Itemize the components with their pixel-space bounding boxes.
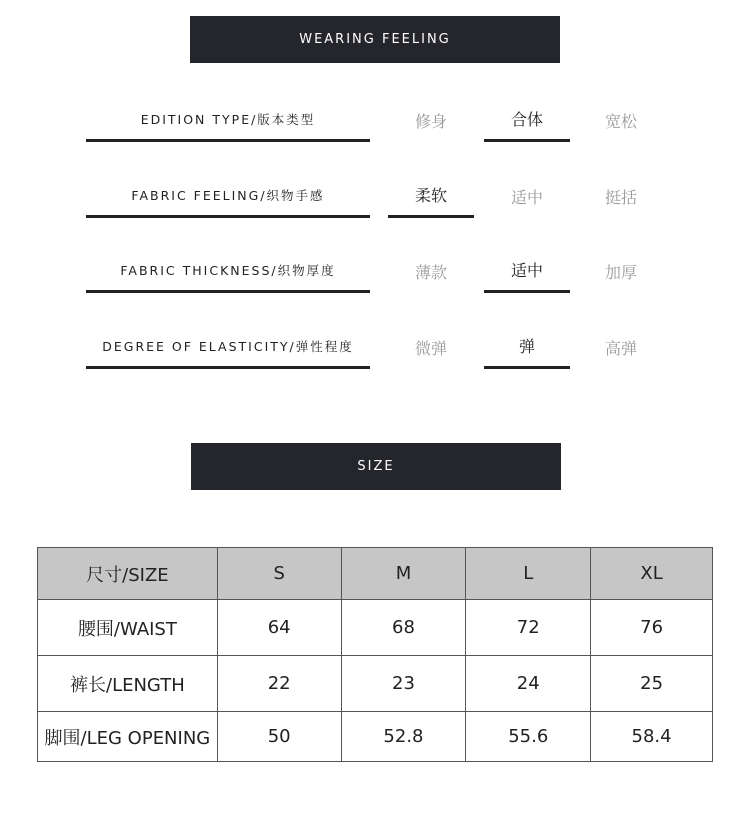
row-label-cell: 裤长/LENGTH	[38, 656, 218, 712]
table-cell: 76	[591, 600, 713, 656]
table-cell: 24	[466, 656, 591, 712]
attribute-row-fabric-thickness	[0, 249, 750, 299]
header-cell: M	[341, 548, 466, 600]
table-cell: 58.4	[591, 712, 713, 762]
option-3: 挺括	[604, 187, 637, 207]
option-3: 高弹	[604, 338, 637, 358]
header-cell: S	[217, 548, 341, 600]
table-row	[38, 600, 713, 656]
row-label-cell: 腰围/WAIST	[38, 600, 218, 656]
row-label-cell: 脚围/LEG OPENING	[38, 712, 218, 762]
table-cell: 72	[466, 600, 591, 656]
table-row	[38, 712, 713, 762]
table-cell: 64	[217, 600, 341, 656]
option-3: 加厚	[604, 262, 637, 282]
table-header-row	[38, 548, 713, 600]
option-2: 适中	[510, 187, 543, 207]
option-1: 薄款	[414, 262, 447, 282]
table-cell: 68	[341, 600, 466, 656]
option-1: 修身	[414, 111, 447, 131]
option-1: 微弹	[414, 338, 447, 358]
size-table	[37, 547, 713, 762]
table-cell: 23	[341, 656, 466, 712]
option-2-selected: 适中	[484, 249, 570, 293]
header-cell: L	[466, 548, 591, 600]
attribute-label: EDITION TYPE/版本类型	[86, 98, 370, 142]
attribute-label: FABRIC FEELING/织物手感	[86, 174, 370, 218]
attribute-row-edition-type	[0, 98, 750, 148]
table-cell: 50	[217, 712, 341, 762]
attribute-label: DEGREE OF ELASTICITY/弹性程度	[86, 325, 370, 369]
attribute-row-elasticity	[0, 325, 750, 375]
option-2-selected: 合体	[484, 98, 570, 142]
attribute-row-fabric-feeling	[0, 174, 750, 224]
option-2-selected: 弹	[484, 325, 570, 369]
table-cell: 25	[591, 656, 713, 712]
header-cell: 尺寸/SIZE	[38, 548, 218, 600]
table-cell: 55.6	[466, 712, 591, 762]
option-1-selected: 柔软	[388, 174, 474, 218]
header-cell: XL	[591, 548, 713, 600]
size-banner: SIZE	[191, 443, 561, 490]
table-cell: 22	[217, 656, 341, 712]
option-3: 宽松	[604, 111, 637, 131]
attribute-label: FABRIC THICKNESS/织物厚度	[86, 249, 370, 293]
table-cell: 52.8	[341, 712, 466, 762]
table-row	[38, 656, 713, 712]
wearing-feeling-banner: WEARING FEELING	[190, 16, 560, 63]
